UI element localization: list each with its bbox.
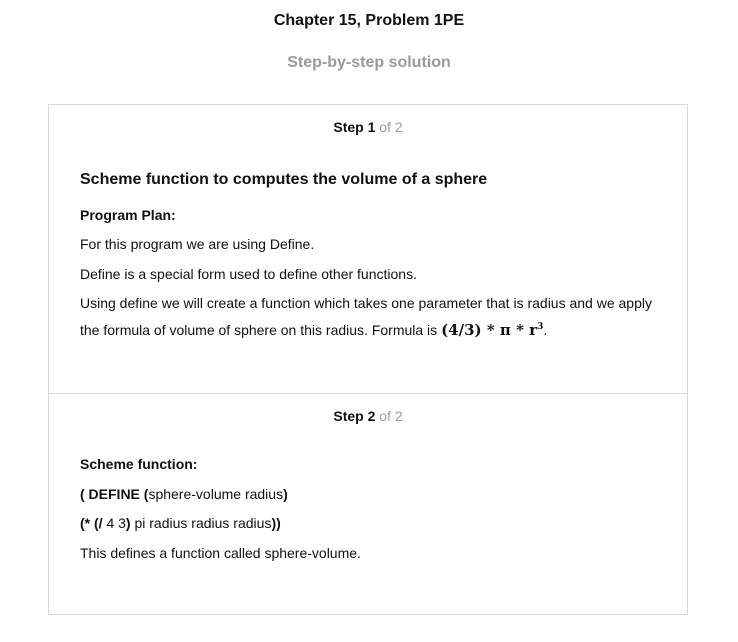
plan-paragraph-period: . [543,322,548,338]
solution-card [48,104,688,615]
volume-formula-exponent: 3 [537,322,544,332]
step-2-label: Step 2 [333,408,376,424]
summary-line: This defines a function called sphere-volume. [80,545,361,561]
code-line-1-close: ) [283,486,288,502]
step-2-header [49,408,687,424]
code-line-1-open: ( DEFINE ( [80,486,149,502]
code-line-2-close-2: )) [271,515,281,531]
program-plan-label: Program Plan: [80,207,176,223]
code-line-2-close-1: ) [125,515,131,531]
step-1-heading: Scheme function to computes the volume of a sphere [80,171,488,188]
scheme-function-label: Scheme function: [80,456,198,472]
plan-line-2: Define is a special form used to define other functions. [80,266,417,282]
plan-paragraph-text: Using define we will create a function which takes one parameter that is radius and we apply the formula of volume of sphere on this radius. Formula is [80,295,652,338]
code-line-2-rest: pi radius radius radius [130,515,272,531]
step-1-header [49,119,687,135]
code-line-1 [80,486,288,502]
code-line-2-mid: 4 3 [102,515,126,531]
code-line-1-args: sphere-volume radius [148,486,284,502]
plan-paragraph [80,291,665,342]
code-line-2 [80,515,281,531]
step-2-count: of 2 [379,408,403,424]
code-line-2-open: (* (/ [80,515,103,531]
page-subtitle: Step-by-step solution [287,54,451,71]
step-2 [49,393,687,615]
volume-formula [441,321,543,339]
step-1-count: of 2 [379,119,403,135]
page-title: Chapter 15, Problem 1PE [273,12,465,29]
step-1-label: Step 1 [333,119,376,135]
step-1 [49,105,687,393]
plan-line-1: For this program we are using Define. [80,236,315,252]
volume-formula-text: (4/3) * π * r [441,321,538,339]
